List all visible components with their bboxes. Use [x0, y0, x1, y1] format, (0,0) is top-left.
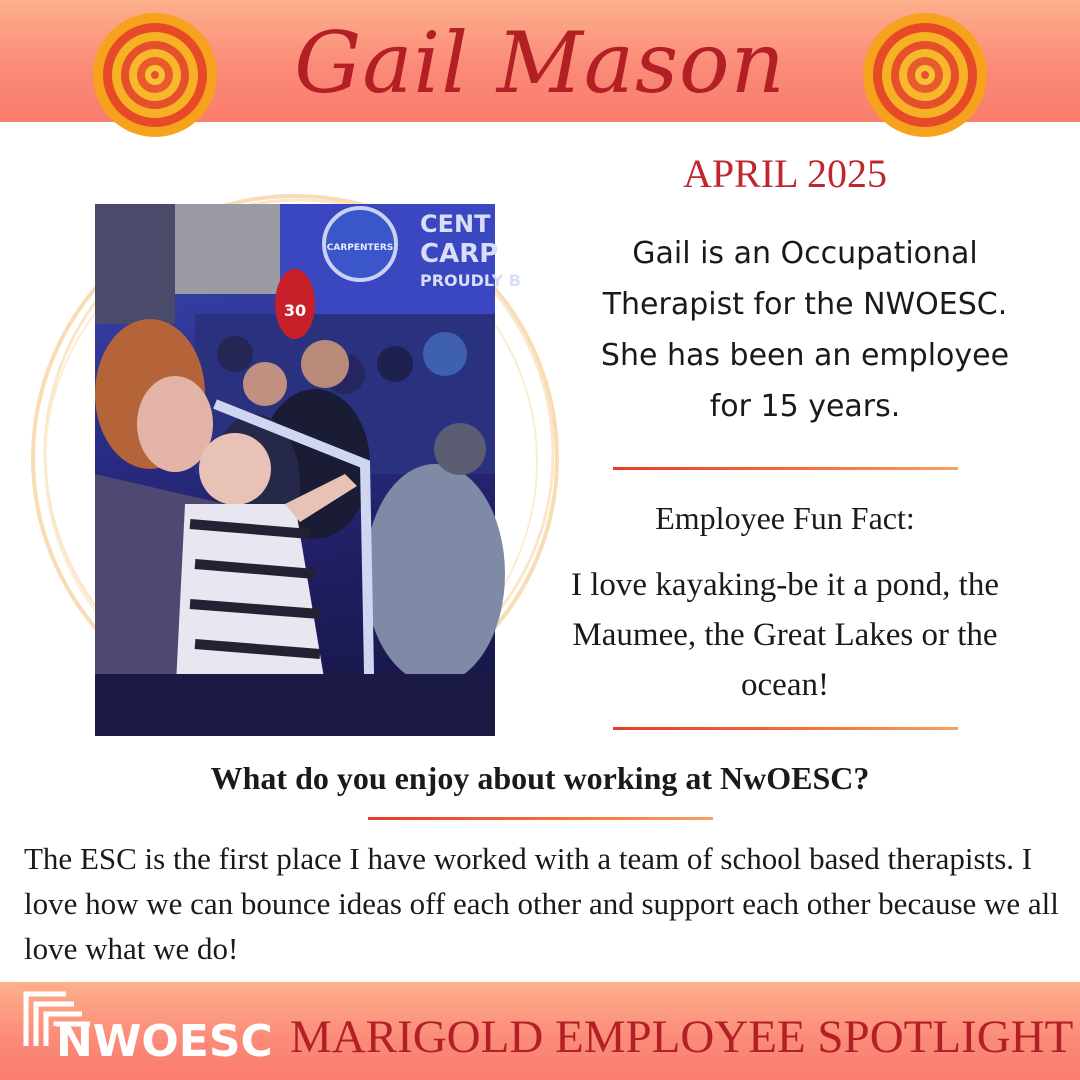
employee-photo — [95, 204, 521, 736]
sign-line-2: CARP — [420, 239, 499, 269]
sign-line-3: PROUDLY B — [420, 271, 521, 290]
fun-fact-text: I love kayaking-be it a pond, the Maumee, the Great Lakes or the ocean! — [571, 567, 999, 703]
question-heading: What do you enjoy about working at NwOESC? — [210, 760, 870, 796]
section-divider — [368, 817, 713, 820]
fun-fact-heading: Employee Fun Fact: — [655, 500, 915, 536]
jersey-number: 30 — [283, 301, 307, 320]
question-answer: The ESC is the first place I have worked with a team of school based therapists. I love how we can bounce ideas off each other and support each other because we all love what we do! — [24, 841, 1059, 966]
footer-logo-text: NWOESC — [56, 1016, 273, 1067]
badge-text: CARPENTERS — [326, 243, 394, 253]
employee-name: Gail Mason — [294, 14, 786, 112]
employee-intro: Gail is an Occupational Therapist for the NWOESC. She has been an employee for 15 years. — [600, 236, 1010, 424]
marigold-flower-icon — [862, 12, 988, 138]
section-divider — [613, 467, 958, 470]
spotlight-month: APRIL 2025 — [682, 151, 888, 196]
section-divider — [613, 727, 958, 730]
sign-line-1: CENT — [420, 210, 491, 238]
footer-tagline: MARIGOLD EMPLOYEE SPOTLIGHT — [290, 1011, 1074, 1063]
